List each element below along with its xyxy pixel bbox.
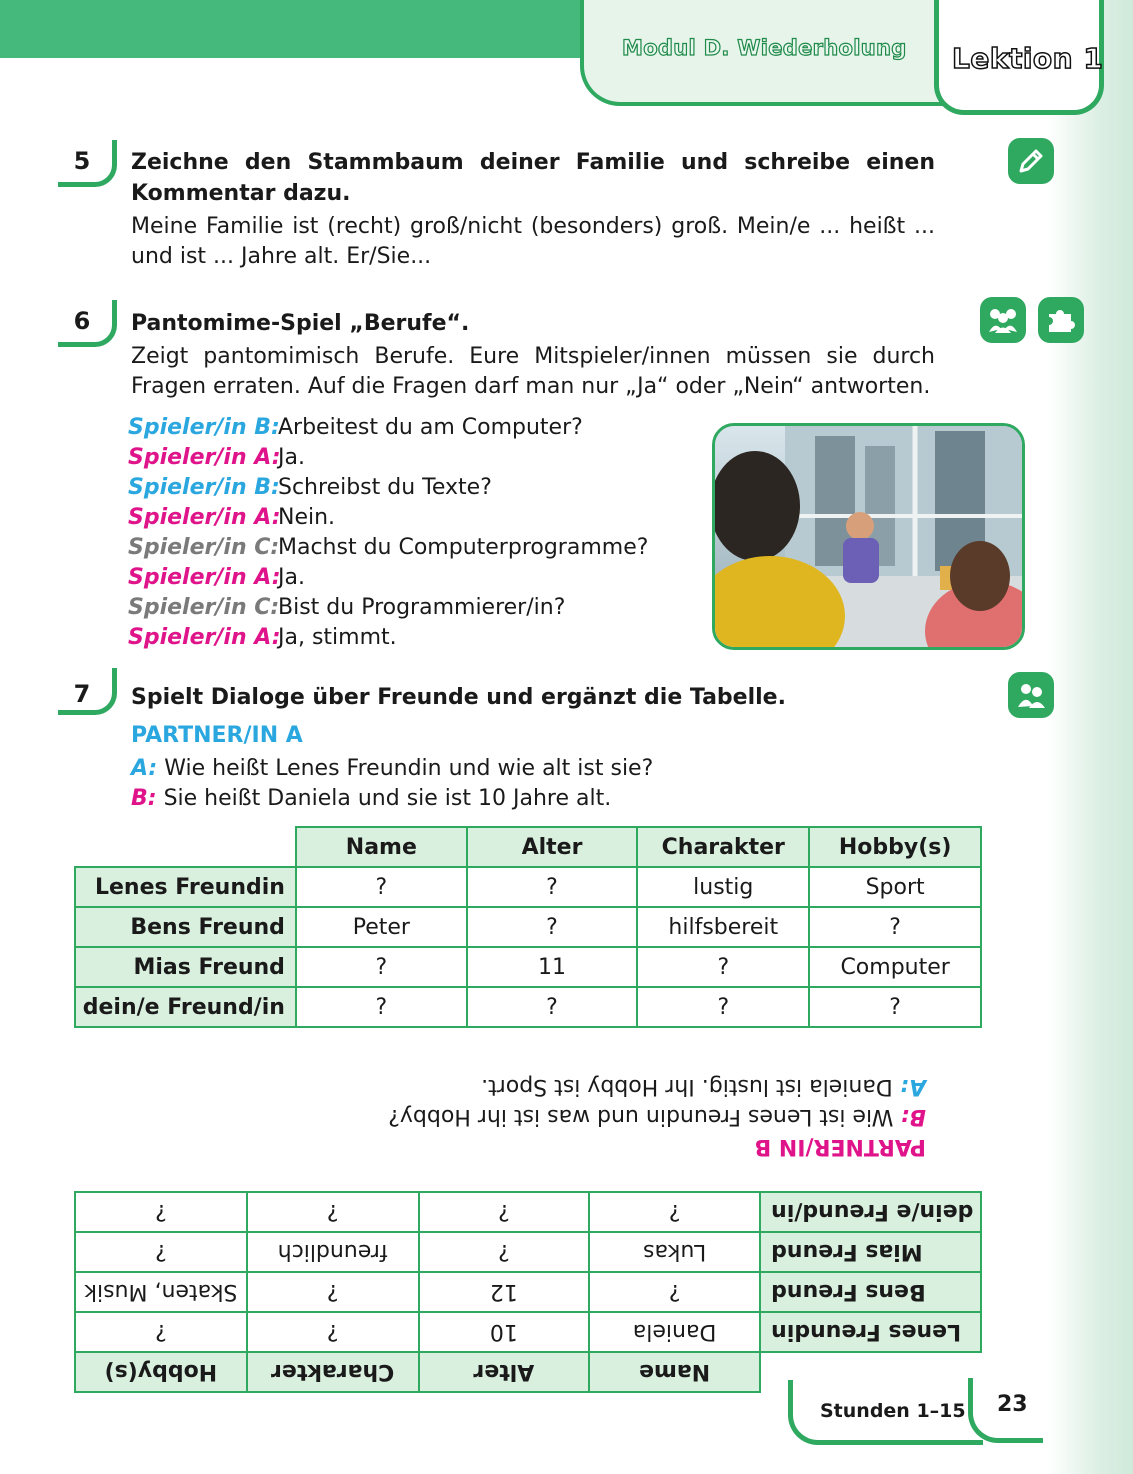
table-cell: 11 [467,947,638,987]
partner-b-flipped-block [72,1063,982,1393]
table-cell: freundlich [247,1232,419,1272]
table-cell: ? [247,1192,419,1232]
modul-title: Modul D. Wiederholung [622,36,907,60]
lektion-title: Lektion 1 [952,42,1104,75]
dialog-text: Ja. [278,445,305,470]
row-label: dein/e Freund/in [75,987,296,1027]
group-icon [980,297,1026,343]
table-row [75,1192,981,1232]
dialog-line [128,503,648,533]
table-cell: ? [247,1272,419,1312]
table-header: Charakter [247,1352,419,1392]
dialog-line [128,473,648,503]
task-number: 5 [73,147,91,175]
table-corner [75,827,296,867]
table-cell: ? [75,1312,247,1352]
speaker-label: Spieler/in C: [128,595,280,620]
dialog-text: Ja, stimmt. [278,625,397,650]
table-cell: ? [637,987,809,1027]
dialog-line [128,623,648,653]
task7-title: Spielt Dialoge über Freunde und ergänzt die Tabelle. [131,685,786,710]
partner-b-prefix-b: B: [900,1104,926,1129]
dialog-text: Machst du Computerprogramme? [278,535,649,560]
speaker-label: Spieler/in C: [128,535,280,560]
footer-label: Stunden 1–15 [820,1400,966,1422]
task-number: 6 [73,307,91,335]
partner-a-line-2: B: Sie heißt Daniela und sie ist 10 Jahre alt. [131,786,612,811]
dialog-text: Nein. [278,505,336,530]
speaker-label: Spieler/in B: [128,415,280,440]
table-row [75,867,981,907]
table-cell: Computer [809,947,981,987]
speaker-label: Spieler/in A: [128,565,281,590]
table-header: Alter [419,1352,590,1392]
table-header: Alter [467,827,638,867]
table-cell: ? [75,1232,247,1272]
page-number: 23 [997,1392,1028,1417]
table-header: Name [589,1352,760,1392]
table-cell: Sport [809,867,981,907]
table-cell: ? [296,947,467,987]
table-cell: ? [589,1272,760,1312]
task5-text: Meine Familie ist (recht) groß/nicht (besonders) groß. Mein/e ... heißt ... und ist ... Jahre alt. Er/Sie... [131,214,935,269]
table-cell: Daniela [589,1312,760,1352]
dialog-text: Bist du Programmierer/in? [278,595,566,620]
pair-icon [1008,672,1054,718]
partner-b-text [388,1071,926,1161]
dialog [128,413,648,653]
puzzle-icon [1038,297,1084,343]
friends-table-b [74,1191,982,1393]
dialog-line [128,443,648,473]
dialog-text: Arbeitest du am Computer? [278,415,583,440]
task6-title: Pantomime-Spiel „Berufe“. [131,311,470,336]
task5-title: Zeichne den Stammbaum deiner Familie und schreibe einen Kommentar dazu. [131,150,935,206]
table-cell: ? [467,867,638,907]
dialog-text: Ja. [278,565,305,590]
dialog-text: Schreibst du Texte? [278,475,492,500]
partner-b-line-a: Daniela ist lustig. Ihr Hobby ist Sport. [481,1074,893,1099]
table-header: Hobby(s) [75,1352,247,1392]
row-label: Bens Freund [75,907,296,947]
table-cell: ? [589,1192,760,1232]
table-cell: ? [637,947,809,987]
table-cell: ? [467,907,638,947]
table-header: Name [296,827,467,867]
right-margin-strip [1048,0,1133,1474]
table-row [75,907,981,947]
row-label: Lenes Freundin [75,867,296,907]
speaker-label: Spieler/in B: [128,475,280,500]
dialog-line [128,533,648,563]
pencil-icon [1008,138,1054,184]
table-cell: 10 [419,1312,590,1352]
table-cell: 12 [419,1272,590,1312]
friends-table-a [74,826,982,1028]
table-row [75,987,981,1027]
partner-b-prefix-a: A: [899,1074,926,1099]
row-label: Lenes Freundin [760,1312,981,1352]
speaker-label: Spieler/in A: [128,625,281,650]
table-cell: ? [296,987,467,1027]
top-green-band [0,0,640,58]
table-cell: ? [419,1192,590,1232]
table-row [75,947,981,987]
table-cell: ? [419,1232,590,1272]
row-label: Mias Freund [75,947,296,987]
row-label: Bens Freund [760,1272,981,1312]
partner-a-line-1: A: Wie heißt Lenes Freundin und wie alt ist sie? [131,756,654,781]
table-header: Hobby(s) [809,827,981,867]
row-label: Mias Freund [760,1232,981,1272]
table-row [75,1232,981,1272]
dialog-line [128,593,648,623]
table-header: Charakter [637,827,809,867]
table-cell: ? [75,1192,247,1232]
speaker-label: Spieler/in A: [128,445,281,470]
table-cell: hilfsbereit [637,907,809,947]
table-row [75,1272,981,1312]
table-cell: Peter [296,907,467,947]
table-cell: ? [467,987,638,1027]
table-cell: ? [296,867,467,907]
dialog-line [128,563,648,593]
table-cell: Skaten, Musik [75,1272,247,1312]
table-cell: ? [247,1312,419,1352]
table-cell: ? [809,987,981,1027]
classroom-photo [712,423,1025,650]
table-cell: Lukas [589,1232,760,1272]
table-cell: ? [809,907,981,947]
partner-b-label: PARTNER/IN B [754,1134,926,1159]
task-number: 7 [73,680,91,708]
dialog-line [128,413,648,443]
partner-b-line-b: Wie ist Lenes Freundin und was ist ihr Hobby? [388,1104,894,1129]
task6-text: Zeigt pantomimisch Berufe. Eure Mitspieler/innen müssen sie durch Fragen erraten. Auf die Fragen darf man nur „Ja“ oder „Nein“ antworten. [131,344,935,399]
row-label: dein/e Freund/in [760,1192,981,1232]
table-cell: lustig [637,867,809,907]
speaker-label: Spieler/in A: [128,505,281,530]
partner-a-label: PARTNER/IN A [131,723,303,748]
table-row [75,1312,981,1352]
